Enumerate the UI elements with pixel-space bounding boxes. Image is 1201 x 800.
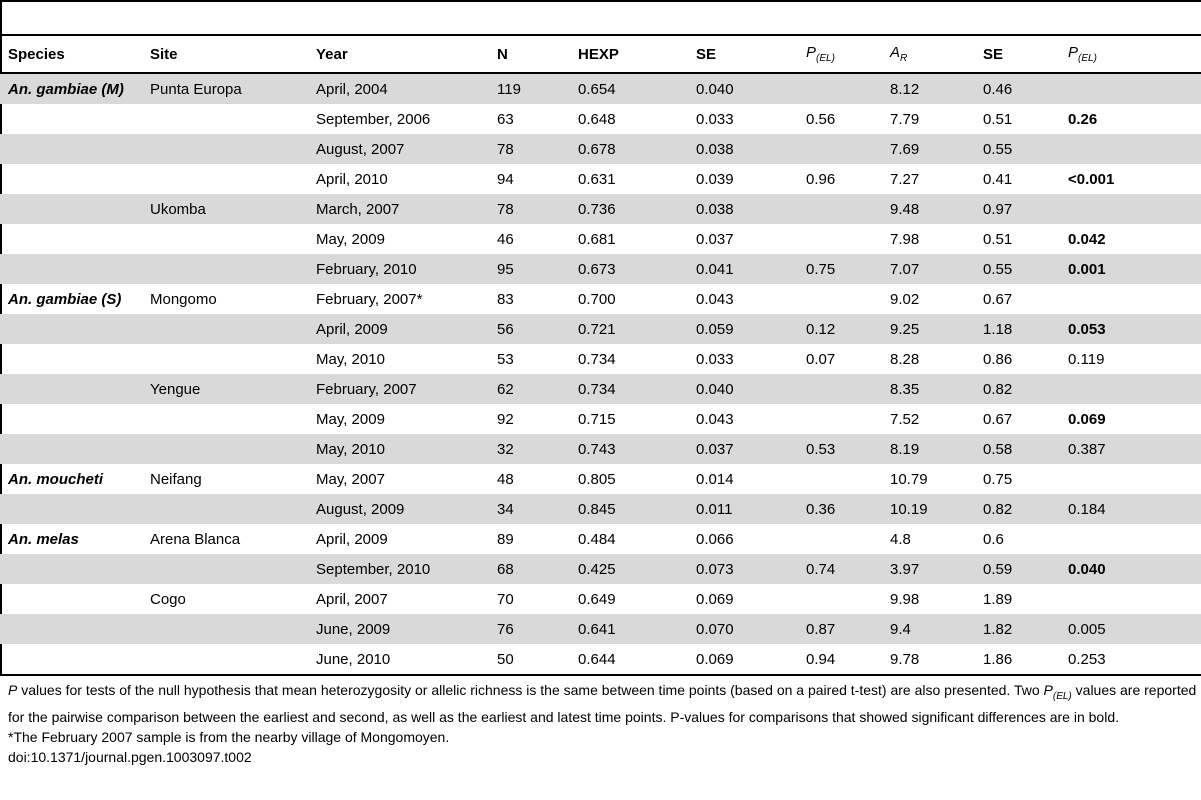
cell-p2 [1060,284,1201,314]
cell-year: February, 2010 [308,254,489,284]
header-ar-sub: R [900,53,908,64]
notes-line1-tail: values are reported for the pairwise comparison between the earliest and second, as well as the earliest and latest time points. P-values for comparisons that showed significant differences are in bold. [8,682,1197,725]
cell-p2 [1060,464,1201,494]
cell-species [0,404,142,434]
cell-species [0,134,142,164]
cell-year: May, 2007 [316,470,385,488]
cell-p2 [1060,374,1201,404]
cell-se1: 0.037 [696,230,734,248]
cell-se2: 0.51 [983,230,1013,248]
cell-species [0,644,142,675]
cell-ar: 7.98 [890,230,920,248]
table-row [0,344,1201,374]
cell-n: 62 [489,374,570,404]
cell-p1: 0.36 [798,494,882,524]
cell-year: May, 2010 [316,350,385,368]
cell-p2: 0.005 [1060,614,1201,644]
cell-hexp: 0.805 [578,470,616,488]
cell-species [0,374,142,404]
cell-n: 83 [497,290,514,308]
table-row [0,284,1201,314]
cell-ar: 8.28 [890,350,920,368]
cell-se2: 0.41 [983,170,1013,188]
cell-ar: 9.48 [882,194,975,224]
cell-year: June, 2010 [316,650,391,668]
cell-p1 [798,73,882,104]
cell-year: March, 2007 [308,194,489,224]
cell-se1: 0.043 [696,290,734,308]
table-row [0,104,1201,134]
cell-p1: 0.56 [806,110,836,128]
cell-p2: 0.26 [1068,110,1098,128]
cell-p1: 0.87 [798,614,882,644]
notes-doi: doi:10.1371/journal.pgen.1003097.t002 [8,748,252,765]
cell-site: Yengue [142,374,308,404]
cell-se1: 0.069 [696,650,734,668]
cell-year: February, 2007 [308,374,489,404]
cell-year: April, 2007 [316,590,388,608]
cell-se2: 1.86 [983,650,1013,668]
cell-p2: 0.040 [1060,554,1201,584]
cell-hexp: 0.425 [570,554,688,584]
cell-se1: 0.040 [688,374,798,404]
cell-species [0,494,142,524]
table-row [0,644,1201,675]
header-site: Site [150,45,178,63]
notes-footnote: *The February 2007 sample is from the nearby village of Mongomoyen. [8,728,450,745]
header-species: Species [8,45,65,63]
cell-species [0,554,142,584]
cell-year: September, 2010 [308,554,489,584]
cell-hexp: 0.649 [578,590,616,608]
cell-se2: 1.89 [983,590,1013,608]
cell-species: An. gambiae (S) [8,290,122,308]
cell-p1: 0.94 [806,650,836,668]
cell-n: 50 [497,650,514,668]
cell-ar: 9.98 [890,590,920,608]
cell-site: Ukomba [142,194,308,224]
cell-hexp: 0.631 [578,170,616,188]
cell-n: 34 [489,494,570,524]
table-header-row [0,36,1201,73]
cell-p2: 0.053 [1060,314,1201,344]
cell-ar: 7.69 [882,134,975,164]
cell-year: May, 2009 [316,410,385,428]
cell-n: 92 [497,410,514,428]
cell-p2: 0.042 [1068,230,1106,248]
header-ar-main: A [890,44,901,61]
header-se-1: SE [696,45,717,63]
cell-p2: 0.184 [1060,494,1201,524]
cell-year: February, 2007* [316,290,423,308]
cell-se1: 0.066 [696,530,734,548]
cell-site [142,554,308,584]
cell-ar: 3.97 [882,554,975,584]
cell-se2: 0.97 [975,194,1060,224]
cell-hexp: 0.734 [570,374,688,404]
cell-ar: 8.12 [882,73,975,104]
cell-se1: 0.014 [696,470,734,488]
cell-ar: 7.79 [890,110,920,128]
cell-p2 [1060,134,1201,164]
cell-ar: 9.78 [890,650,920,668]
table-row [0,254,1201,284]
cell-hexp: 0.644 [578,650,616,668]
cell-se1: 0.033 [696,110,734,128]
cell-hexp: 0.648 [578,110,616,128]
cell-hexp: 0.715 [578,410,616,428]
cell-se2: 0.46 [975,73,1060,104]
cell-se2: 0.67 [983,290,1013,308]
header-p-el-2 [1060,36,1201,73]
cell-p1 [798,404,882,434]
cell-hexp: 0.484 [578,530,616,548]
cell-se1: 0.043 [696,410,734,428]
cell-year: April, 2009 [316,530,388,548]
data-table [0,36,1201,676]
cell-species [0,164,142,194]
cell-species [0,194,142,224]
notes-pel-main: P [1043,682,1053,698]
cell-site [142,344,308,374]
cell-hexp: 0.845 [570,494,688,524]
cell-site [142,644,308,675]
cell-site [142,434,308,464]
cell-n: 56 [489,314,570,344]
cell-se1: 0.073 [688,554,798,584]
header-hexp: HEXP [578,45,619,63]
cell-n: 46 [497,230,514,248]
cell-ar: 4.8 [890,530,911,548]
cell-se2: 0.51 [983,110,1013,128]
cell-ar: 8.19 [882,434,975,464]
cell-site [142,164,308,194]
cell-se1: 0.033 [696,350,734,368]
cell-ar: 10.79 [890,470,928,488]
cell-ar: 8.35 [882,374,975,404]
header-n: N [497,45,508,63]
cell-n: 95 [489,254,570,284]
cell-hexp: 0.743 [570,434,688,464]
cell-p2: <0.001 [1068,170,1115,188]
cell-se2: 0.82 [975,494,1060,524]
cell-se1: 0.039 [696,170,734,188]
cell-species: An. gambiae (M) [0,73,142,104]
cell-hexp: 0.641 [570,614,688,644]
table-row [0,194,1201,224]
cell-n: 119 [489,73,570,104]
cell-se1: 0.059 [688,314,798,344]
cell-n: 63 [497,110,514,128]
cell-site: Neifang [150,470,202,488]
cell-p2 [1060,584,1201,614]
table-row [0,134,1201,164]
cell-se1: 0.070 [688,614,798,644]
top-rule [0,0,1201,2]
table-row [0,614,1201,644]
cell-year: August, 2009 [308,494,489,524]
notes-line1: values for tests of the null hypothesis that mean heterozygosity or allelic richness is the same between time points (based on a paired t-test) are also presented. Two [17,682,1044,698]
cell-se1: 0.069 [696,590,734,608]
cell-se1: 0.038 [688,134,798,164]
header-p-el-1-sub: (EL) [816,53,835,64]
cell-p2: 0.119 [1068,350,1105,368]
cell-p2: 0.001 [1060,254,1201,284]
notes-pel-sub: (EL) [1052,690,1072,702]
cell-p1: 0.53 [798,434,882,464]
cell-p1: 0.07 [806,350,836,368]
cell-hexp: 0.673 [570,254,688,284]
cell-species [0,254,142,284]
cell-se2: 0.58 [975,434,1060,464]
cell-ar: 9.4 [882,614,975,644]
cell-se2: 0.67 [983,410,1013,428]
cell-se2: 0.75 [983,470,1013,488]
cell-se1: 0.038 [688,194,798,224]
table-row [0,224,1201,254]
notes-paragraph [8,680,1198,727]
cell-ar: 7.52 [890,410,920,428]
header-se-2: SE [983,45,1004,63]
cell-ar: 9.25 [882,314,975,344]
data-table-container [0,36,1201,676]
header-p-el-2-sub: (EL) [1078,53,1097,64]
cell-p1 [798,134,882,164]
cell-n: 89 [497,530,514,548]
cell-se1: 0.011 [688,494,798,524]
cell-p2: 0.253 [1068,650,1106,668]
cell-se1: 0.041 [688,254,798,284]
cell-p1 [798,584,882,614]
table-row [0,73,1201,104]
cell-ar: 10.19 [882,494,975,524]
cell-n: 76 [489,614,570,644]
table-row [0,524,1201,554]
cell-year: June, 2009 [308,614,489,644]
cell-p1: 0.75 [798,254,882,284]
cell-hexp: 0.721 [570,314,688,344]
cell-n: 70 [497,590,514,608]
cell-site [142,494,308,524]
table-row [0,494,1201,524]
cell-site [142,254,308,284]
cell-ar: 7.07 [882,254,975,284]
header-p-el-1 [798,36,882,73]
table-row [0,464,1201,494]
header-p-el-2-main: P [1068,44,1079,61]
cell-p1: 0.96 [806,170,836,188]
table-row [0,314,1201,344]
cell-hexp: 0.734 [578,350,616,368]
cell-site: Punta Europa [142,73,308,104]
cell-se2: 1.18 [975,314,1060,344]
cell-hexp: 0.700 [578,290,616,308]
header-year: Year [316,45,348,63]
table-row [0,584,1201,614]
table-row [0,164,1201,194]
cell-se2: 0.6 [983,530,1004,548]
cell-site [142,134,308,164]
cell-site [142,404,308,434]
table-row [0,374,1201,404]
cell-species [0,104,142,134]
cell-species: An. moucheti [8,470,104,488]
cell-site: Mongomo [150,290,217,308]
cell-year: September, 2006 [316,110,431,128]
cell-se2: 1.82 [975,614,1060,644]
cell-p2 [1060,73,1201,104]
table-row [0,404,1201,434]
cell-se1: 0.037 [688,434,798,464]
cell-site: Cogo [150,590,186,608]
cell-n: 78 [489,194,570,224]
table-notes [8,680,1198,767]
cell-site [142,104,308,134]
cell-species [0,434,142,464]
cell-se2: 0.55 [975,254,1060,284]
cell-year: April, 2004 [308,73,489,104]
cell-year: August, 2007 [308,134,489,164]
cell-n: 53 [497,350,514,368]
cell-year: April, 2010 [316,170,388,188]
cell-p1: 0.74 [798,554,882,584]
header-ar [882,36,975,73]
cell-hexp: 0.654 [570,73,688,104]
cell-species [0,614,142,644]
cell-p1: 0.12 [798,314,882,344]
cell-ar: 7.27 [890,170,920,188]
cell-se1: 0.040 [688,73,798,104]
cell-p1 [798,374,882,404]
cell-se2: 0.86 [983,350,1013,368]
cell-n: 68 [489,554,570,584]
cell-n: 48 [497,470,514,488]
table-row [0,554,1201,584]
table-row [0,434,1201,464]
cell-site [142,314,308,344]
cell-site: Arena Blanca [150,530,241,548]
cell-p2 [1060,194,1201,224]
header-p-el-1-main: P [806,44,817,61]
cell-hexp: 0.736 [570,194,688,224]
cell-p1 [798,284,882,314]
cell-n: 94 [497,170,514,188]
cell-hexp: 0.681 [578,230,616,248]
cell-site [142,224,308,254]
cell-year: April, 2009 [308,314,489,344]
cell-species [0,344,142,374]
cell-se2: 0.59 [975,554,1060,584]
cell-species [0,584,142,614]
cell-hexp: 0.678 [570,134,688,164]
cell-p1 [798,464,882,494]
cell-ar: 9.02 [890,290,920,308]
cell-p1 [798,524,882,554]
table-body [0,73,1201,675]
cell-p2: 0.387 [1060,434,1201,464]
cell-year: May, 2009 [316,230,385,248]
cell-n: 78 [489,134,570,164]
cell-p2: 0.069 [1068,410,1106,428]
cell-species: An. melas [8,530,79,548]
cell-n: 32 [489,434,570,464]
cell-p1 [798,224,882,254]
cell-site [142,614,308,644]
cell-species [0,314,142,344]
cell-se2: 0.82 [975,374,1060,404]
cell-year: May, 2010 [308,434,489,464]
cell-species [0,224,142,254]
cell-se2: 0.55 [975,134,1060,164]
cell-p2 [1060,524,1201,554]
cell-p1 [798,194,882,224]
notes-p-letter: P [8,682,18,698]
